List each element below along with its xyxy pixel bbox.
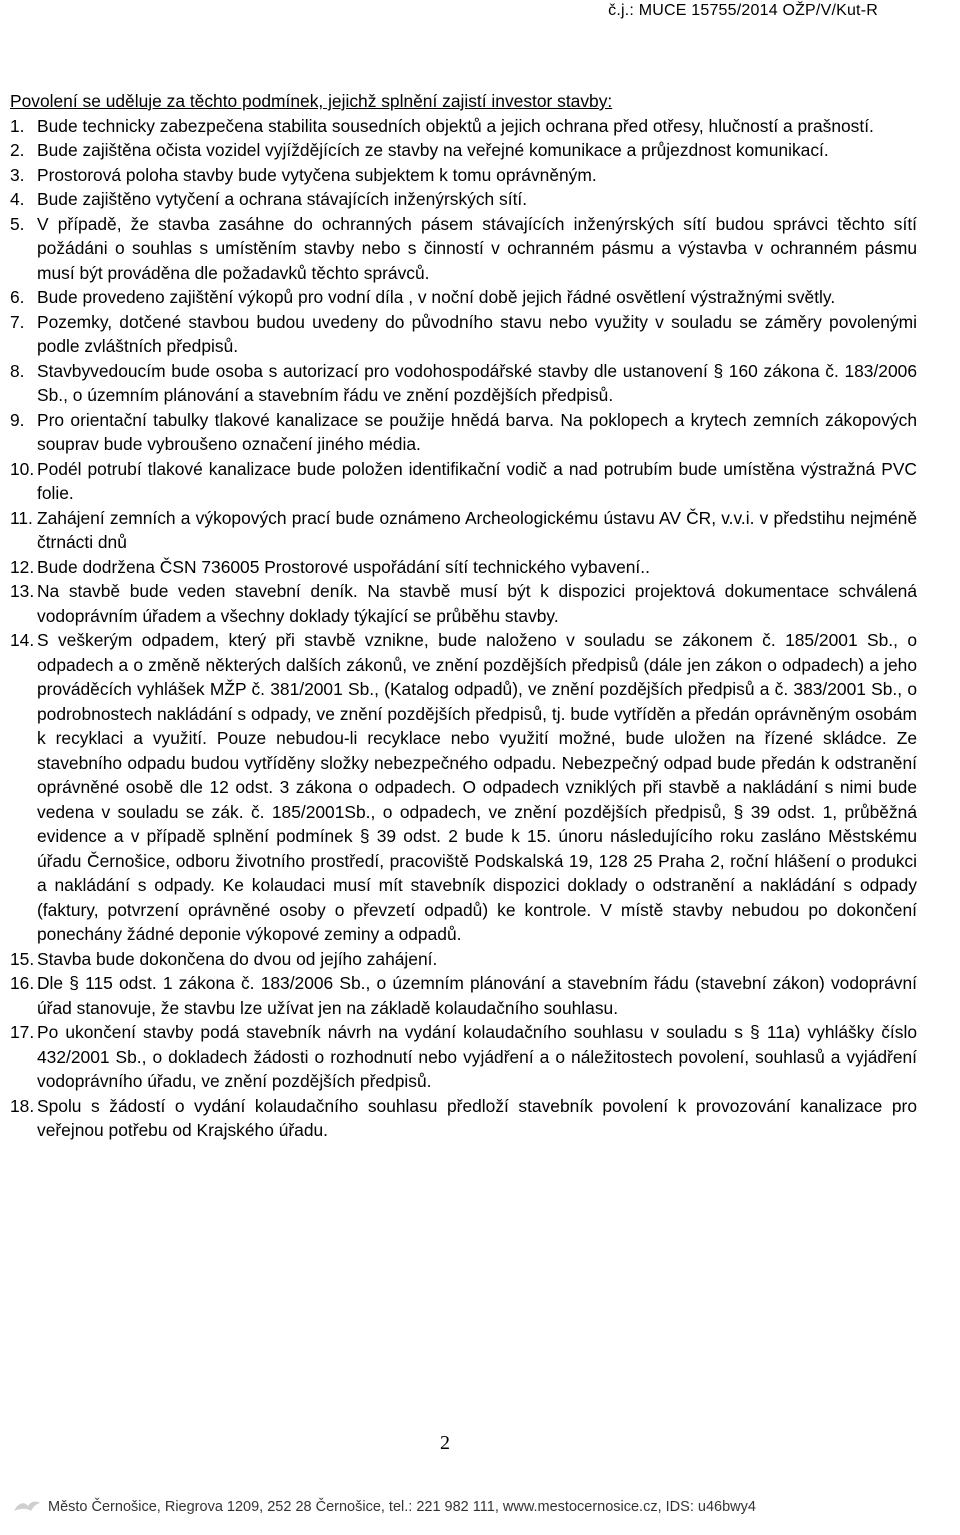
condition-text: Pozemky, dotčené stavbou budou uvedeny do původního stavu nebo využity v souladu se záměry povolenými podle zvláštních předpisů. xyxy=(37,311,917,356)
condition-text: Bude zajištěno vytyčení a ochrana stávajících inženýrských sítí. xyxy=(37,189,528,209)
condition-number: 4. xyxy=(10,189,25,209)
condition-number: 13. xyxy=(10,581,35,601)
condition-item xyxy=(10,579,917,628)
condition-item xyxy=(10,138,917,163)
condition-item xyxy=(10,1020,917,1094)
conditions-section xyxy=(10,89,917,1143)
condition-item xyxy=(10,947,917,972)
condition-number: 1. xyxy=(10,115,25,136)
condition-number: 11. xyxy=(10,507,33,528)
condition-number: 14. xyxy=(10,630,35,650)
condition-item xyxy=(10,555,917,580)
condition-item xyxy=(10,310,917,359)
footer-text: Město Černošice, Riegrova 1209, 252 28 Černošice, tel.: 221 982 111, www.mestocernosice.cz, IDS: u46bwy4 xyxy=(48,1499,756,1515)
condition-number: 10. xyxy=(10,458,35,479)
condition-text: Prostorová poloha stavby bude vytyčena subjektem k tomu oprávněným. xyxy=(37,164,597,185)
condition-item xyxy=(10,163,917,188)
footer xyxy=(12,1495,952,1519)
condition-item xyxy=(10,1094,917,1143)
condition-text: Dle § 115 odst. 1 zákona č. 183/2006 Sb., o územním plánování a stavebním řádu (stavební zákon) vodoprávní úřad stanovuje, že stavbu lze užívat jen na základě kolaudačního souhlasu. xyxy=(37,973,917,1018)
condition-item xyxy=(10,971,917,1020)
condition-text: Bude technicky zabezpečena stabilita sousedních objektů a jejich ochrana před otřesy, hlučností a prašností. xyxy=(37,115,874,136)
condition-item xyxy=(10,628,917,947)
reference-number: č.j.: MUCE 15755/2014 OŽP/V/Kut-R xyxy=(608,2,878,19)
condition-text: Po ukončení stavby podá stavebník návrh na vydání kolaudačního souhlasu v souladu s § 11a) vyhlášky číslo 432/2001 Sb., o dokladech žádosti o rozhodnutí nebo vyjádření a o náležitostech povolení, souhlasů a vyjádření vodoprávního úřadu, ve znění pozdějších předpisů. xyxy=(37,1022,917,1091)
condition-text: Podél potrubí tlakové kanalizace bude položen identifikační vodič a nad potrubím bude umístěna výstražná PVC folie. xyxy=(37,458,917,503)
condition-text: V případě, že stavba zasáhne do ochranných pásem stávajících inženýrských sítí budou správci těchto sítí požádáni o souhlas s umístěním stavby nebo s činností v ochranném pásmu a výstavba v ochranném pásmu musí být prováděna dle požadavků těchto správců. xyxy=(37,213,917,283)
page-number: 2 xyxy=(440,1432,450,1454)
condition-number: 6. xyxy=(10,287,25,307)
conditions-list xyxy=(10,114,917,1143)
condition-number: 12. xyxy=(10,556,35,577)
condition-item xyxy=(10,212,917,286)
condition-item xyxy=(10,457,917,506)
condition-number: 15. xyxy=(10,948,35,969)
condition-text: Zahájení zemních a výkopových prací bude oznámeno Archeologickému ústavu AV ČR, v.v.i. v předstihu nejméně čtrnácti dnů xyxy=(37,507,917,552)
bird-logo-icon xyxy=(12,1497,42,1517)
condition-number: 16. xyxy=(10,973,35,993)
condition-number: 2. xyxy=(10,140,25,160)
condition-item xyxy=(10,285,917,310)
condition-number: 18. xyxy=(10,1095,35,1116)
condition-item xyxy=(10,506,917,555)
condition-number: 3. xyxy=(10,164,25,185)
condition-number: 5. xyxy=(10,213,25,234)
condition-text: Pro orientační tabulky tlakové kanalizace se použije hnědá barva. Na poklopech a krytech zemních zákopových souprav bude vybroušeno označení jiného média. xyxy=(37,409,917,454)
condition-number: 7. xyxy=(10,311,25,332)
condition-text: S veškerým odpadem, který při stavbě vznikne, bude naloženo v souladu se zákonem č. 185/2001 Sb., o odpadech a o změně některých dalších zákonů, ve znění pozdějších předpisů (dále jen zákon o odpadech) a jeho prováděcích vyhlášek MŽP č. 381/2001 Sb., (Katalog odpadů), ve znění pozdějších předpisů a č. 383/2001 Sb., o podrobnostech nakládání s odpady, ve znění pozdějších předpisů, tj. bude vytříděn a předán oprávněným osobám k recyklaci a využití. Pouze nebudou-li recyklace nebo využití možné, bude uložen na řízené skládce. Ze stavebního odpadu budou vytříděny složky nebezpečného odpadu. Nebezpečný odpad bude předán k odstranění oprávněné osobě dle 12 odst. 3 zákona o odpadech. O odpadech vzniklých při stavbě a nakládání s nimi bude vedena v souladu se zák. č. 185/2001Sb., o odpadech, ve znění pozdějších předpisů, § 39 odst. 1, průběžná evidence a v případě splnění podmínek § 39 odst. 2 bude k 15. únoru následujícího roku zasláno Městskému úřadu Černošice, odboru životního prostředí, pracoviště Podskalská 19, 128 25 Praha 2, roční hlášení o produkci a nakládání s odpady. Ke kolaudaci musí mít stavebník dispozici doklady o odstranění a nakládání s odpady (faktury, potvrzení oprávněné osoby o převzetí odpadů) ke kontrole. V místě stavby nebudou po dokončení ponechány žádné deponie výkopové zeminy a odpadů. xyxy=(37,630,917,944)
condition-text: Stavbyvedoucím bude osoba s autorizací pro vodohospodářské stavby dle ustanovení § 160 zákona č. 183/2006 Sb., o územním plánování a stavebním řádu ve znění pozdějších předpisů. xyxy=(37,360,917,405)
condition-text: Spolu s žádostí o vydání kolaudačního souhlasu předloží stavebník povolení k provozování kanalizace pro veřejnou potřebu od Krajského úřadu. xyxy=(37,1095,917,1140)
condition-number: 9. xyxy=(10,409,25,430)
condition-text: Bude provedeno zajištění výkopů pro vodní díla , v noční době jejich řádné osvětlení výstražnými světly. xyxy=(37,287,836,307)
condition-item xyxy=(10,187,917,212)
condition-item xyxy=(10,114,917,139)
condition-text: Na stavbě bude veden stavební deník. Na stavbě musí být k dispozici projektová dokumentace schválená vodoprávním úřadem a všechny doklady týkající se průběhu stavby. xyxy=(37,581,917,626)
condition-text: Stavba bude dokončena do dvou od jejího zahájení. xyxy=(37,948,438,969)
conditions-intro: Povolení se uděluje za těchto podmínek, jejichž splnění zajistí investor stavby: xyxy=(10,91,613,111)
condition-number: 8. xyxy=(10,360,25,381)
condition-item xyxy=(10,408,917,457)
condition-text: Bude dodržena ČSN 736005 Prostorové uspořádání sítí technického vybavení.. xyxy=(37,556,650,577)
condition-number: 17. xyxy=(10,1022,35,1042)
condition-text: Bude zajištěna očista vozidel vyjíždějících ze stavby na veřejné komunikace a průjezdnost komunikací. xyxy=(37,140,829,160)
condition-item xyxy=(10,359,917,408)
